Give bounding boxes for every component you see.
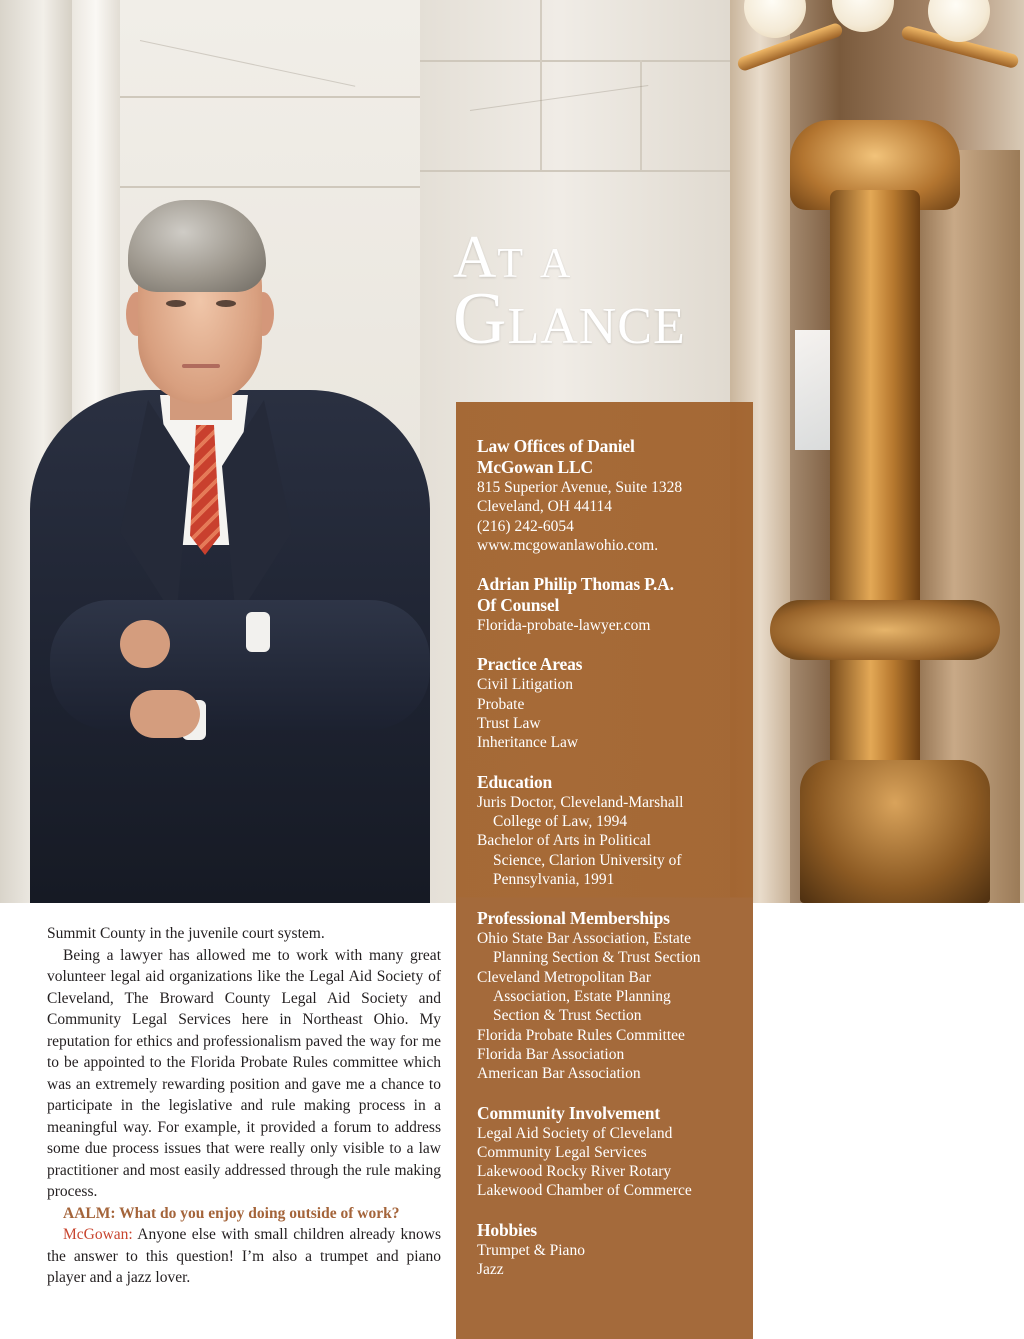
lamp-ornament — [770, 600, 1000, 660]
section-heading: Law Offices of Daniel McGowan LLC — [477, 436, 635, 477]
shirt-cuff — [246, 612, 270, 652]
list-item: Ohio State Bar Association, Estate — [477, 930, 691, 948]
list-item: Florida Probate Rules Committee — [477, 1026, 685, 1044]
sidebar-section-practice-areas — [477, 654, 747, 752]
sidebar-section-community — [477, 1103, 747, 1201]
list-item: Trumpet & Piano — [477, 1241, 585, 1259]
list-item: Juris Doctor, Cleveland-Marshall — [477, 793, 684, 811]
sidebar-section-education — [477, 772, 747, 889]
list-item: Jazz — [477, 1261, 504, 1279]
office-address: 815 Superior Avenue, Suite 1328 — [477, 479, 683, 496]
list-item: Civil Litigation — [477, 676, 574, 694]
list-item: Probate — [477, 695, 525, 713]
sidebar-section-office — [477, 436, 747, 555]
list-item: Trust Law — [477, 715, 541, 733]
list-item: Lakewood Chamber of Commerce — [477, 1182, 692, 1200]
list-item: Florida Bar Association — [477, 1045, 625, 1063]
page-title — [453, 224, 686, 361]
lamp-base — [800, 760, 990, 903]
list-item: Planning Section & Trust Section — [493, 949, 701, 967]
counsel-website-link[interactable]: Florida-probate-lawyer.com — [477, 617, 651, 635]
marble-seam — [640, 60, 642, 170]
hair — [128, 200, 266, 292]
list-item: Community Legal Services — [477, 1143, 647, 1161]
hand — [130, 690, 200, 738]
list-item: American Bar Association — [477, 1065, 641, 1083]
list-item: Section & Trust Section — [493, 1007, 642, 1025]
interview-question — [47, 1203, 441, 1225]
list-item: Lakewood Rocky River Rotary — [477, 1163, 672, 1181]
marble-seam — [420, 60, 730, 62]
question-text: AALM: What do you enjoy doing outside of work? — [63, 1204, 400, 1222]
section-heading: Education — [477, 771, 553, 792]
title-line-1: At a — [453, 224, 572, 290]
interview-answer — [47, 1224, 441, 1289]
list-item: Cleveland Metropolitan Bar — [477, 968, 651, 986]
answer-text: Anyone else with small children already knows the answer to this question! I’m also a trumpet and piano player and a jazz lover. — [47, 1226, 441, 1286]
section-heading: Hobbies — [477, 1219, 537, 1240]
title-line-2: Glance — [453, 278, 686, 361]
crossed-arms — [50, 600, 430, 730]
list-item: Science, Clarion University of — [493, 851, 682, 869]
article-paragraph: Summit County in the juvenile court system. — [47, 925, 325, 942]
list-item: Legal Aid Society of Cleveland — [477, 1124, 673, 1142]
office-website-link[interactable]: www.mcgowanlawohio.com. — [477, 536, 659, 554]
list-item: College of Law, 1994 — [493, 812, 628, 830]
sidebar-content — [477, 436, 747, 1298]
section-heading: Practice Areas — [477, 654, 583, 675]
marble-seam — [420, 170, 730, 172]
hand — [120, 620, 170, 668]
section-heading: Community Involvement — [477, 1102, 660, 1123]
marble-seam — [540, 0, 542, 170]
section-heading: Professional Memberships — [477, 908, 670, 929]
at-a-glance-sidebar — [456, 402, 753, 1339]
office-city: Cleveland, OH 44114 — [477, 498, 613, 516]
mouth — [182, 364, 220, 368]
eye — [166, 300, 186, 307]
section-heading: Adrian Philip Thomas P.A. Of Counsel — [477, 574, 674, 616]
article-paragraph: Being a lawyer has allowed me to work with many great volunteer legal aid organizations like the Legal Aid Society of Cleveland, The Broward County Legal Aid Society and Community Legal Services here in Northeast Ohio. My reputation for ethics and professionalism paved the way for me to be appointed to the Florida Probate Rules committee which was an extremely rewarding position and gave me a chance to participate in the legislative and rule making process in a meaningful way. For example, it provided a forum to address some due process issues that were really only visible to a law practitioner and most easily addressed through the rule making process. — [47, 946, 441, 1200]
person-figure — [0, 0, 460, 903]
article-body — [47, 923, 441, 1289]
office-phone: (216) 242-6054 — [477, 517, 574, 535]
list-item: Bachelor of Arts in Political — [477, 832, 651, 850]
sidebar-section-hobbies — [477, 1220, 747, 1280]
list-item: Inheritance Law — [477, 734, 579, 752]
list-item: Association, Estate Planning — [493, 988, 671, 1006]
sidebar-section-memberships — [477, 908, 747, 1083]
answer-speaker: McGowan: — [63, 1226, 133, 1243]
eye — [216, 300, 236, 307]
list-item: Pennsylvania, 1991 — [493, 870, 615, 888]
sidebar-section-counsel — [477, 574, 747, 635]
